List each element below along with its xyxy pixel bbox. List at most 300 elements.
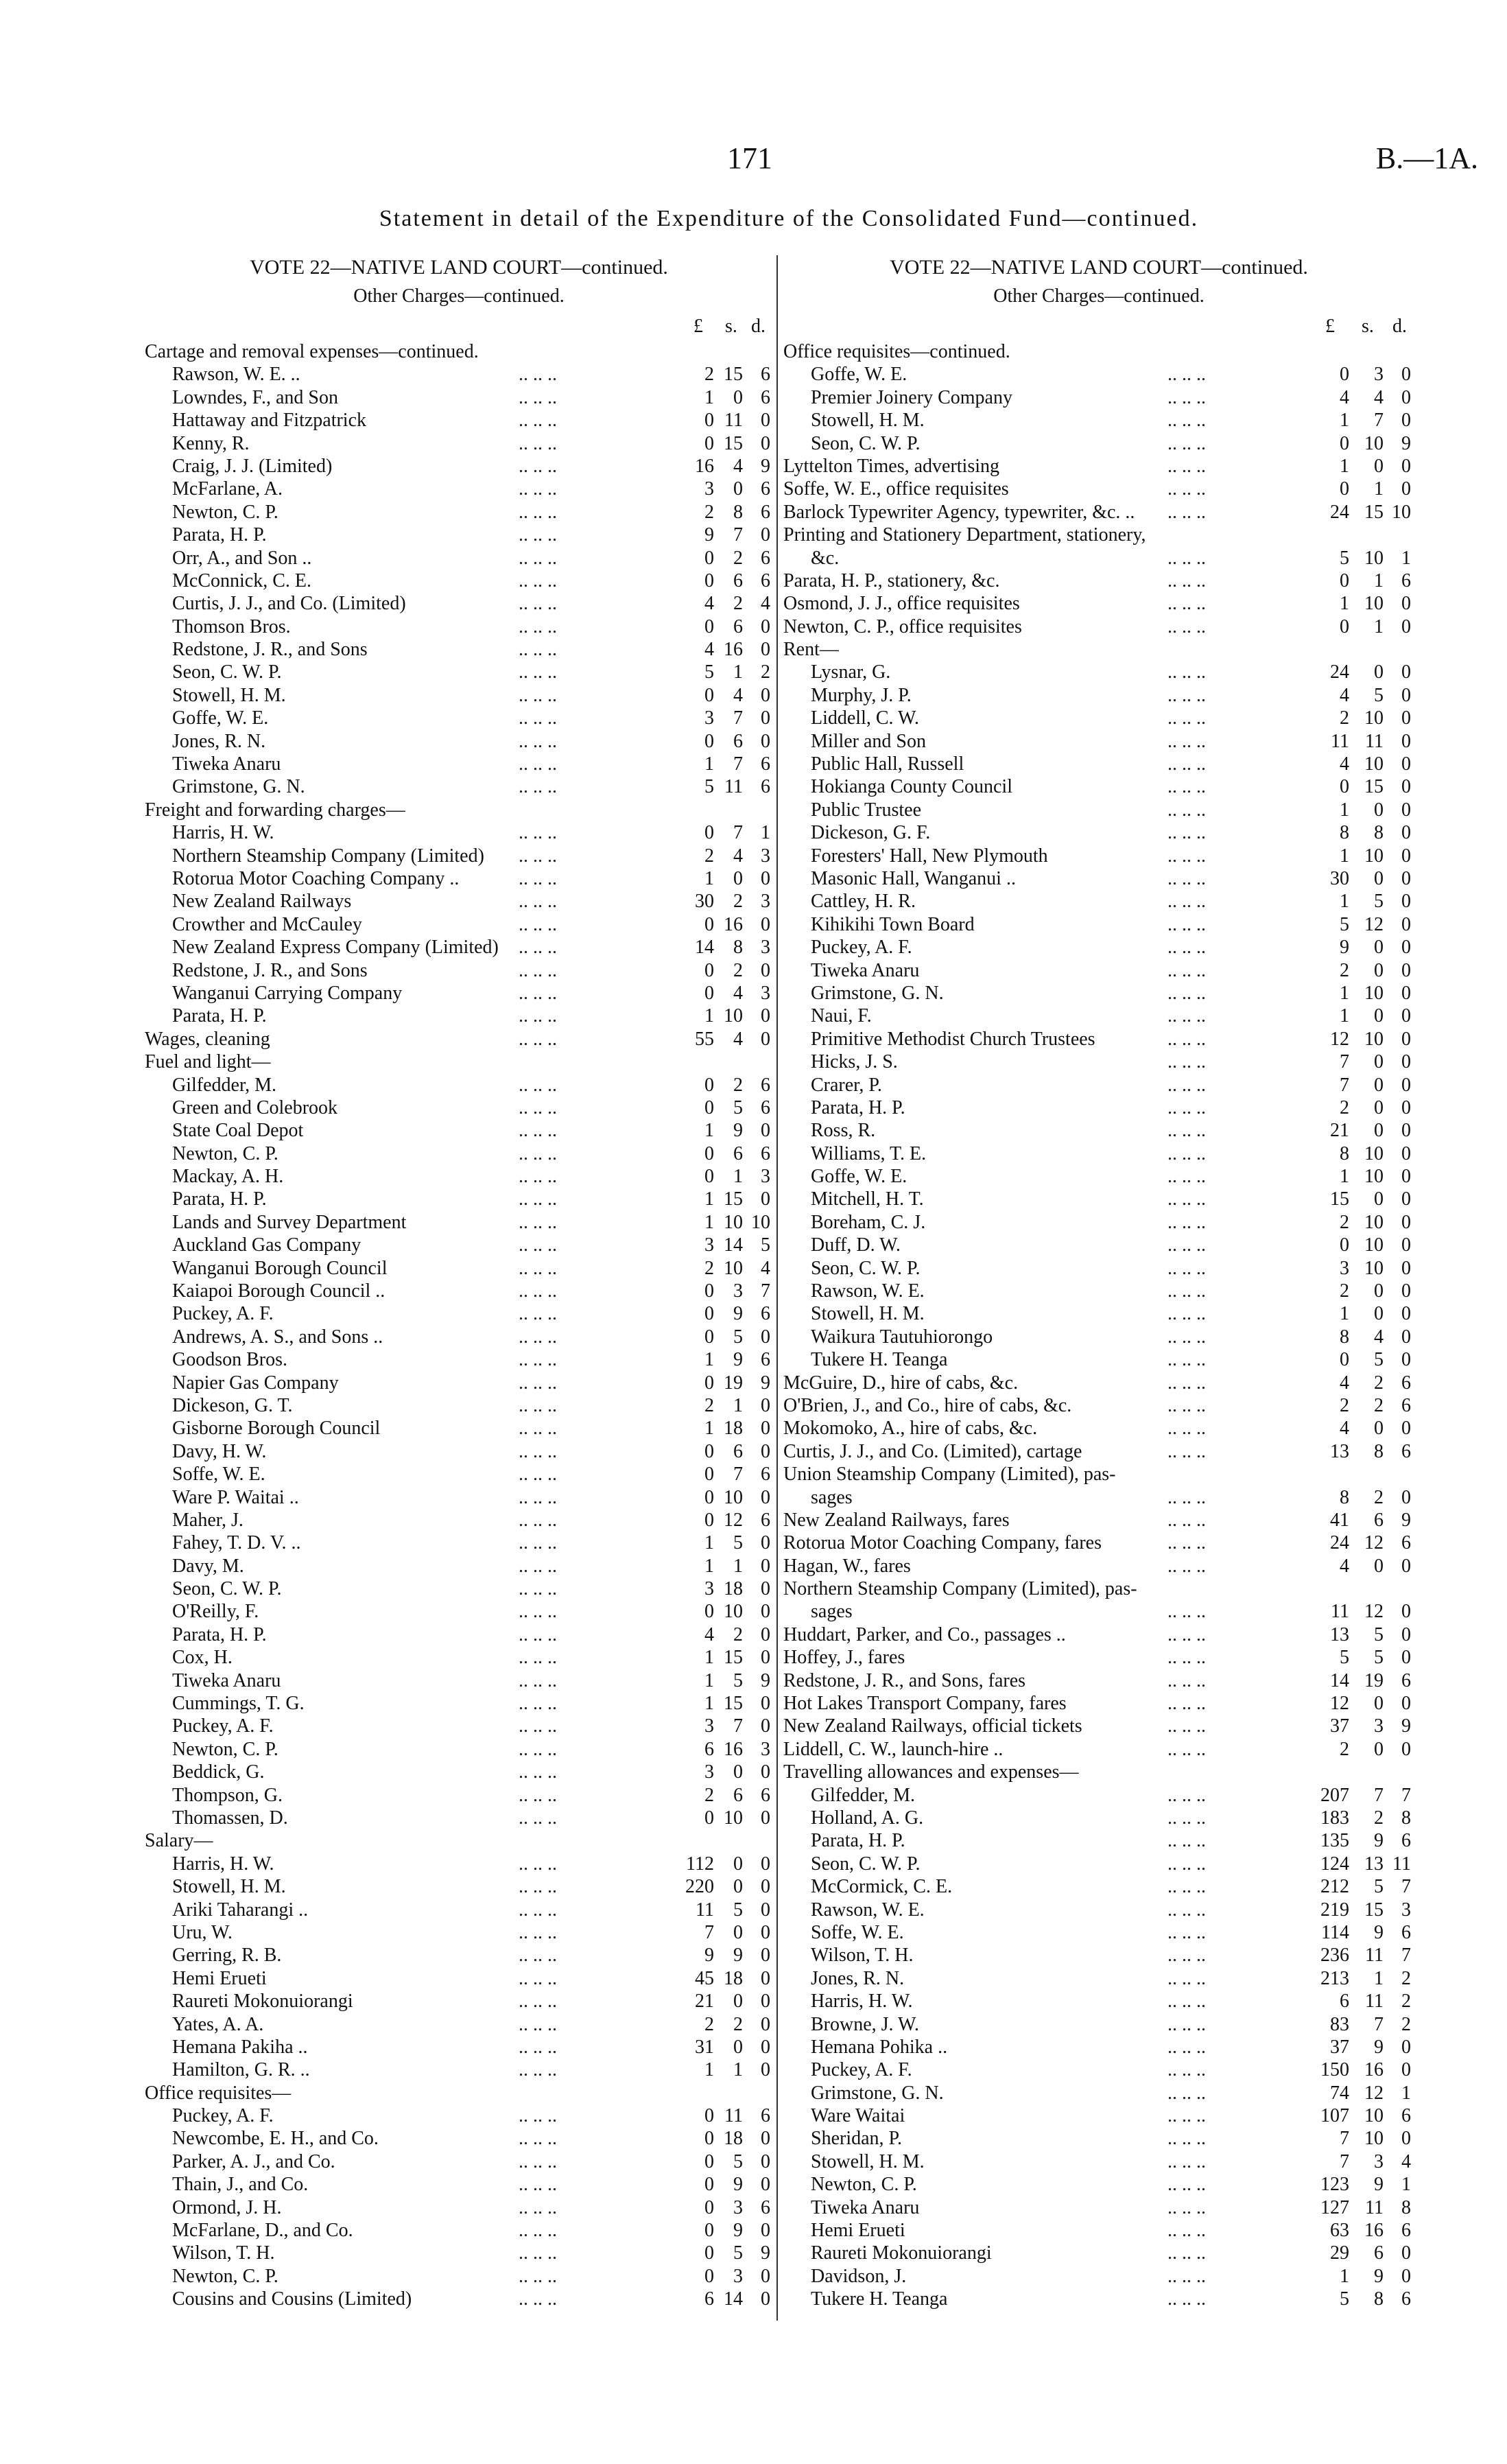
amount-pounds: 107	[1320, 2105, 1349, 2127]
amount-shillings: 0	[733, 478, 743, 500]
expense-label: Stowell, H. M.	[811, 410, 925, 432]
expense-label: Dickeson, G. T.	[172, 1394, 293, 1416]
expense-label: Fuel and light—	[145, 1051, 271, 1073]
expense-row	[783, 501, 1414, 524]
amount-pence: 0	[1401, 982, 1411, 1004]
amount-pounds: 0	[1340, 615, 1349, 637]
amount-pence: 7	[1401, 1876, 1411, 1898]
expense-label: Kaiapoi Borough Council ..	[172, 1280, 385, 1302]
expense-row	[783, 1096, 1414, 1119]
expense-label: Dickeson, G. F.	[811, 822, 931, 844]
expense-label: Office requisites—continued.	[783, 341, 1010, 362]
amount-pounds: 16	[695, 455, 714, 477]
expense-row	[783, 799, 1414, 821]
amount-shillings: 7	[733, 753, 743, 775]
amount-shillings: 7	[733, 822, 743, 844]
amount-shillings: 5	[1374, 1349, 1384, 1371]
amount-pence: 6	[1401, 2220, 1411, 2242]
expense-label: Harris, H. W.	[172, 1853, 274, 1875]
leader-dots: .. .. ..	[519, 1991, 557, 2013]
leader-dots: .. .. ..	[519, 501, 557, 523]
amount-pounds: 1	[1340, 1005, 1349, 1027]
expense-row	[783, 821, 1414, 844]
amount-shillings: 0	[1374, 1303, 1384, 1325]
expense-label: O'Reilly, F.	[172, 1601, 259, 1623]
expense-label: Grimstone, G. N.	[811, 2082, 944, 2104]
leader-dots: .. .. ..	[519, 2059, 557, 2081]
expense-label: Wilson, T. H.	[811, 1945, 914, 1967]
expense-label: Parata, H. P.	[172, 524, 267, 546]
amount-pounds: 1	[704, 1120, 714, 1142]
amount-pence: 6	[1401, 1669, 1411, 1691]
amount-shillings: 6	[733, 1784, 743, 1806]
page-number: 171	[727, 141, 772, 175]
leader-dots: .. .. ..	[519, 1967, 557, 1989]
amount-pounds: 6	[704, 2288, 714, 2310]
amount-pounds: 6	[704, 1738, 714, 1760]
leader-dots: .. .. ..	[519, 2036, 557, 2058]
expense-label: Cousins and Cousins (Limited)	[172, 2288, 412, 2310]
amount-pence: 0	[1401, 1303, 1411, 1325]
expense-row	[145, 2196, 773, 2219]
amount-pence: 0	[761, 1394, 770, 1416]
expense-label: Cartage and removal expenses—continued.	[145, 341, 479, 362]
amount-shillings: 18	[724, 1578, 743, 1600]
leader-dots: .. .. ..	[519, 2196, 557, 2218]
amount-pounds: 2	[1340, 1738, 1349, 1760]
expense-label: Raureti Mokonuiorangi	[811, 2242, 992, 2264]
leader-dots: .. .. ..	[1167, 661, 1206, 683]
leader-dots: .. .. ..	[1167, 1440, 1206, 1462]
amount-pounds: 3	[1340, 1257, 1349, 1279]
leader-dots: .. .. ..	[1167, 1051, 1206, 1073]
amount-pence: 0	[761, 2128, 770, 2150]
amount-pounds: 127	[1320, 2196, 1349, 2218]
expense-label: Foresters' Hall, New Plymouth	[811, 845, 1048, 867]
expense-row	[783, 432, 1414, 455]
amount-shillings: 11	[724, 2105, 743, 2127]
amount-shillings: 5	[733, 2242, 743, 2264]
amount-pence: 0	[761, 2288, 770, 2310]
expense-label: Lands and Survey Department	[172, 1211, 407, 1233]
leader-dots: .. .. ..	[1167, 1509, 1206, 1531]
expense-label: Puckey, A. F.	[172, 1715, 274, 1737]
leader-dots: .. .. ..	[519, 1784, 557, 1806]
expense-row	[145, 1829, 773, 1852]
expense-row	[783, 1486, 1414, 1509]
expense-row	[783, 524, 1414, 546]
expense-row	[145, 1394, 773, 1417]
amount-pounds: 0	[704, 1166, 714, 1188]
leader-dots: .. .. ..	[1167, 1211, 1206, 1233]
amount-pence: 1	[1401, 547, 1411, 569]
leader-dots: .. .. ..	[1167, 1555, 1206, 1577]
amount-pence: 6	[761, 1303, 770, 1325]
amount-shillings: 7	[733, 707, 743, 729]
expense-label: Crarer, P.	[811, 1074, 882, 1096]
expense-row	[145, 1784, 773, 1807]
amount-pounds: 123	[1320, 2174, 1349, 2196]
amount-shillings: 3	[733, 2196, 743, 2218]
amount-pence: 0	[761, 1876, 770, 1898]
leader-dots: .. .. ..	[1167, 2013, 1206, 2035]
amount-pounds: 5	[1340, 547, 1349, 569]
amount-shillings: 6	[733, 570, 743, 591]
amount-shillings: 10	[1364, 2128, 1384, 2150]
expense-row	[783, 615, 1414, 638]
leader-dots: .. .. ..	[519, 1876, 557, 1898]
amount-pounds: 7	[704, 1921, 714, 1943]
expense-row	[783, 2058, 1414, 2081]
expense-row	[783, 1853, 1414, 1875]
leader-dots: .. .. ..	[519, 2128, 557, 2150]
amount-pence: 0	[1401, 1326, 1411, 1348]
amount-shillings: 9	[1374, 1921, 1384, 1943]
amount-shillings: 0	[1374, 661, 1384, 683]
leader-dots: .. .. ..	[1167, 1394, 1206, 1416]
leader-dots: .. .. ..	[1167, 1899, 1206, 1921]
amount-shillings: 0	[1374, 1096, 1384, 1118]
amount-pence: 6	[761, 478, 770, 500]
amount-shillings: 10	[1364, 1166, 1384, 1188]
amount-shillings: 5	[1374, 1647, 1384, 1669]
expense-label: Cummings, T. G.	[172, 1693, 305, 1715]
expense-row	[145, 1096, 773, 1119]
expense-row	[145, 707, 773, 729]
leader-dots: .. .. ..	[519, 1234, 557, 1256]
expense-label: Lysnar, G.	[811, 661, 891, 683]
leader-dots: .. .. ..	[519, 1440, 557, 1462]
expense-label: Soffe, W. E.	[811, 1921, 904, 1943]
expense-row	[145, 799, 773, 821]
amount-pounds: 12	[1330, 1028, 1349, 1050]
expense-label: Lowndes, F., and Son	[172, 386, 338, 408]
amount-shillings: 12	[1364, 913, 1384, 935]
leader-dots: .. .. ..	[519, 867, 557, 889]
expense-label: Miller and Son	[811, 730, 926, 752]
expense-row	[783, 1899, 1414, 1921]
leader-dots: .. .. ..	[519, 2220, 557, 2242]
leader-dots: .. .. ..	[1167, 845, 1206, 867]
amount-pounds: 0	[704, 1280, 714, 1302]
amount-shillings: 15	[1364, 776, 1384, 798]
leader-dots: .. .. ..	[519, 478, 557, 500]
amount-pounds: 7	[1340, 1074, 1349, 1096]
expense-label: New Zealand Railways	[172, 891, 352, 913]
amount-pounds: 1	[1340, 845, 1349, 867]
amount-pence: 0	[761, 1188, 770, 1210]
amount-shillings: 15	[724, 1693, 743, 1715]
amount-pence: 0	[1401, 364, 1411, 386]
leader-dots: .. .. ..	[1167, 2036, 1206, 2058]
expense-row	[783, 867, 1414, 890]
expense-label: Orr, A., and Son ..	[172, 547, 312, 569]
expense-row	[145, 1165, 773, 1188]
amount-pence: 0	[1401, 615, 1411, 637]
leader-dots: .. .. ..	[1167, 1693, 1206, 1715]
amount-pence: 0	[1401, 2059, 1411, 2081]
leader-dots: .. .. ..	[1167, 501, 1206, 523]
expense-label: Wilson, T. H.	[172, 2242, 275, 2264]
amount-pounds: 1	[1340, 982, 1349, 1004]
leader-dots: .. .. ..	[1167, 2059, 1206, 2081]
expense-label: Mitchell, H. T.	[811, 1188, 924, 1210]
expense-label: Williams, T. E.	[811, 1142, 927, 1164]
expense-row	[783, 1944, 1414, 1967]
amount-shillings: 10	[724, 1257, 743, 1279]
amount-pence: 0	[761, 1761, 770, 1783]
expense-label: Rotorua Motor Coaching Company ..	[172, 867, 460, 889]
leader-dots: .. .. ..	[519, 822, 557, 844]
expense-label: Newton, C. P.	[172, 501, 278, 523]
amount-shillings: 10	[724, 1807, 743, 1829]
amount-pence: 0	[1401, 2242, 1411, 2264]
amount-pounds: 2	[704, 1394, 714, 1416]
expense-label: Salary—	[145, 1830, 213, 1852]
amount-pounds: 219	[1320, 1899, 1349, 1921]
amount-pence: 0	[761, 1693, 770, 1715]
amount-pence: 6	[1401, 1532, 1411, 1554]
expense-row	[783, 913, 1414, 936]
expense-row	[783, 1967, 1414, 1990]
expense-label: Mokomoko, A., hire of cabs, &c.	[783, 1418, 1038, 1440]
amount-pounds: 0	[1340, 1349, 1349, 1371]
amount-pence: 6	[1401, 1394, 1411, 1416]
amount-pounds: 124	[1320, 1853, 1349, 1875]
amount-shillings: 8	[733, 501, 743, 523]
amount-pounds: 1	[704, 1418, 714, 1440]
amount-pounds: 0	[704, 1486, 714, 1508]
amount-pounds: 2	[1340, 1211, 1349, 1233]
expense-row	[145, 2219, 773, 2242]
amount-pounds: 2	[1340, 1394, 1349, 1416]
amount-pounds: 1	[704, 2059, 714, 2081]
amount-shillings: 14	[724, 2288, 743, 2310]
leader-dots: .. .. ..	[1167, 2242, 1206, 2264]
amount-pounds: 4	[704, 1623, 714, 1645]
leader-dots: .. .. ..	[1167, 1715, 1206, 1737]
amount-pence: 0	[761, 1120, 770, 1142]
leader-dots: .. .. ..	[519, 570, 557, 591]
expense-row	[145, 1348, 773, 1371]
amount-pence: 0	[1401, 776, 1411, 798]
amount-pounds: 45	[695, 1967, 714, 1989]
expense-label: Parata, H. P.	[811, 1830, 905, 1852]
expense-row	[783, 1211, 1414, 1234]
leader-dots: .. .. ..	[1167, 1830, 1206, 1852]
amount-pence: 0	[1401, 822, 1411, 844]
expense-row	[783, 1394, 1414, 1417]
expense-label: McConnick, C. E.	[172, 570, 311, 591]
amount-pence: 0	[1401, 1601, 1411, 1623]
expense-label: Rawson, W. E.	[811, 1899, 925, 1921]
expense-label: Gisborne Borough Council	[172, 1418, 381, 1440]
amount-pence: 4	[761, 593, 770, 615]
expense-row	[783, 753, 1414, 775]
leader-dots: .. .. ..	[519, 1647, 557, 1669]
expense-row	[145, 2082, 773, 2104]
amount-pence: 6	[761, 776, 770, 798]
amount-shillings: 9	[1374, 2174, 1384, 2196]
expense-row	[783, 1669, 1414, 1692]
expense-row	[145, 1899, 773, 1921]
amount-pence: 0	[1401, 1555, 1411, 1577]
expense-label: Liddell, C. W.	[811, 707, 919, 729]
leader-dots: .. .. ..	[519, 1693, 557, 1715]
leader-dots: .. .. ..	[519, 1509, 557, 1531]
expense-label: New Zealand Express Company (Limited)	[172, 937, 499, 959]
expense-label: Boreham, C. J.	[811, 1211, 926, 1233]
amount-pounds: 24	[1330, 1532, 1349, 1554]
expense-label: Rotorua Motor Coaching Company, fares	[783, 1532, 1102, 1554]
leader-dots: .. .. ..	[1167, 1647, 1206, 1669]
left-column	[145, 253, 773, 2311]
leader-dots: .. .. ..	[1167, 1623, 1206, 1645]
amount-pounds: 3	[704, 1715, 714, 1737]
amount-shillings: 18	[724, 2128, 743, 2150]
amount-shillings: 4	[1374, 386, 1384, 408]
amount-pence: 6	[761, 1349, 770, 1371]
amount-pence: 0	[1401, 1142, 1411, 1164]
amount-pence: 0	[761, 1623, 770, 1645]
amount-pence: 6	[1401, 1440, 1411, 1462]
expense-label: Hicks, J. S.	[811, 1051, 898, 1073]
amount-pence: 6	[1401, 1830, 1411, 1852]
amount-shillings: 2	[1374, 1807, 1384, 1829]
expense-label: McFarlane, D., and Co.	[172, 2220, 353, 2242]
expense-label: Tiweka Anaru	[172, 753, 281, 775]
expense-label: Stowell, H. M.	[172, 684, 286, 706]
amount-pence: 9	[761, 1669, 770, 1691]
leader-dots: .. .. ..	[519, 1211, 557, 1233]
amount-pounds: 0	[704, 1509, 714, 1531]
expense-row	[783, 2265, 1414, 2288]
amount-pounds: 0	[704, 2220, 714, 2242]
amount-pounds: 5	[1340, 2288, 1349, 2310]
amount-pence: 6	[761, 1142, 770, 1164]
expense-row	[783, 1829, 1414, 1852]
vote-title: VOTE 22—NATIVE LAND COURT—continued.	[250, 256, 668, 279]
leader-dots: .. .. ..	[519, 1028, 557, 1050]
amount-pence: 0	[761, 1486, 770, 1508]
expense-label: Ormond, J. H.	[172, 2196, 282, 2218]
leader-dots: .. .. ..	[1167, 684, 1206, 706]
amount-pounds: 0	[704, 684, 714, 706]
amount-pence: 3	[1401, 1899, 1411, 1921]
expense-row	[783, 1234, 1414, 1256]
leader-dots: .. .. ..	[1167, 2150, 1206, 2172]
expense-label: Rawson, W. E.	[811, 1280, 925, 1302]
amount-pounds: 0	[704, 1074, 714, 1096]
amount-shillings: 1	[733, 1394, 743, 1416]
amount-pounds: 1	[1340, 2265, 1349, 2287]
amount-pence: 0	[1401, 593, 1411, 615]
amount-shillings: 1	[1374, 478, 1384, 500]
pence-header: d.	[751, 316, 766, 337]
amount-pounds: 8	[1340, 822, 1349, 844]
expense-row	[145, 959, 773, 982]
leader-dots: .. .. ..	[519, 1464, 557, 1486]
expense-row	[145, 2265, 773, 2288]
amount-pence: 6	[761, 1509, 770, 1531]
amount-pounds: 236	[1320, 1945, 1349, 1967]
amount-pence: 0	[761, 1601, 770, 1623]
amount-pence: 0	[761, 1005, 770, 1027]
amount-pounds: 30	[695, 891, 714, 913]
leader-dots: .. .. ..	[519, 1005, 557, 1027]
expense-row	[145, 2150, 773, 2173]
amount-pounds: 0	[704, 2174, 714, 2196]
expense-label: Stowell, H. M.	[172, 1876, 286, 1898]
amount-shillings: 15	[1364, 1899, 1384, 1921]
leader-dots: .. .. ..	[1167, 1669, 1206, 1691]
leader-dots: .. .. ..	[519, 1761, 557, 1783]
amount-pounds: 9	[704, 1945, 714, 1967]
amount-pounds: 83	[1330, 2013, 1349, 2035]
amount-shillings: 5	[733, 1096, 743, 1118]
amount-pounds: 1	[1340, 593, 1349, 615]
expense-label: Newton, C. P., office requisites	[783, 615, 1022, 637]
amount-shillings: 10	[724, 1601, 743, 1623]
amount-pounds: 37	[1330, 1715, 1349, 1737]
leader-dots: .. .. ..	[1167, 959, 1206, 981]
expense-label: Raureti Mokonuiorangi	[172, 1991, 353, 2013]
amount-pence: 6	[761, 753, 770, 775]
amount-shillings: 13	[1364, 1853, 1384, 1875]
amount-pence: 0	[761, 1991, 770, 2013]
expense-row	[145, 1051, 773, 1073]
expense-label: Wanganui Carrying Company	[172, 982, 403, 1004]
amount-shillings: 3	[733, 2265, 743, 2287]
expense-label: Newton, C. P.	[172, 1738, 278, 1760]
amount-pounds: 1	[1340, 1166, 1349, 1188]
amount-shillings: 0	[733, 1876, 743, 1898]
leader-dots: .. .. ..	[1167, 1486, 1206, 1508]
expense-row	[783, 1738, 1414, 1761]
leader-dots: .. .. ..	[1167, 1991, 1206, 2013]
amount-shillings: 2	[1374, 1394, 1384, 1416]
amount-shillings: 5	[1374, 1623, 1384, 1645]
amount-pence: 10	[1392, 501, 1411, 523]
expense-label: Grimstone, G. N.	[811, 982, 944, 1004]
expense-row	[783, 1577, 1414, 1600]
expense-label: Lyttelton Times, advertising	[783, 455, 1000, 477]
expense-row	[783, 845, 1414, 867]
amount-shillings: 0	[733, 2036, 743, 2058]
amount-pounds: 0	[704, 2105, 714, 2127]
other-charges-heading: Other Charges—continued.	[353, 285, 565, 307]
amount-shillings: 10	[1364, 707, 1384, 729]
expense-row	[145, 1967, 773, 1990]
leader-dots: .. .. ..	[1167, 1418, 1206, 1440]
amount-shillings: 0	[1374, 1051, 1384, 1073]
amount-pence: 0	[761, 707, 770, 729]
amount-pounds: 1	[704, 1647, 714, 1669]
expense-label: Duff, D. W.	[811, 1234, 901, 1256]
amount-pounds: 0	[704, 615, 714, 637]
amount-shillings: 16	[1364, 2059, 1384, 2081]
amount-pounds: 0	[704, 2265, 714, 2287]
amount-pence: 0	[761, 1945, 770, 1967]
amount-pence: 0	[1401, 1096, 1411, 1118]
amount-pence: 0	[761, 730, 770, 752]
expense-row	[783, 2104, 1414, 2127]
expense-label: New Zealand Railways, official tickets	[783, 1715, 1082, 1737]
leader-dots: .. .. ..	[1167, 822, 1206, 844]
leader-dots: .. .. ..	[519, 364, 557, 386]
amount-shillings: 10	[1364, 547, 1384, 569]
amount-pence: 9	[761, 455, 770, 477]
